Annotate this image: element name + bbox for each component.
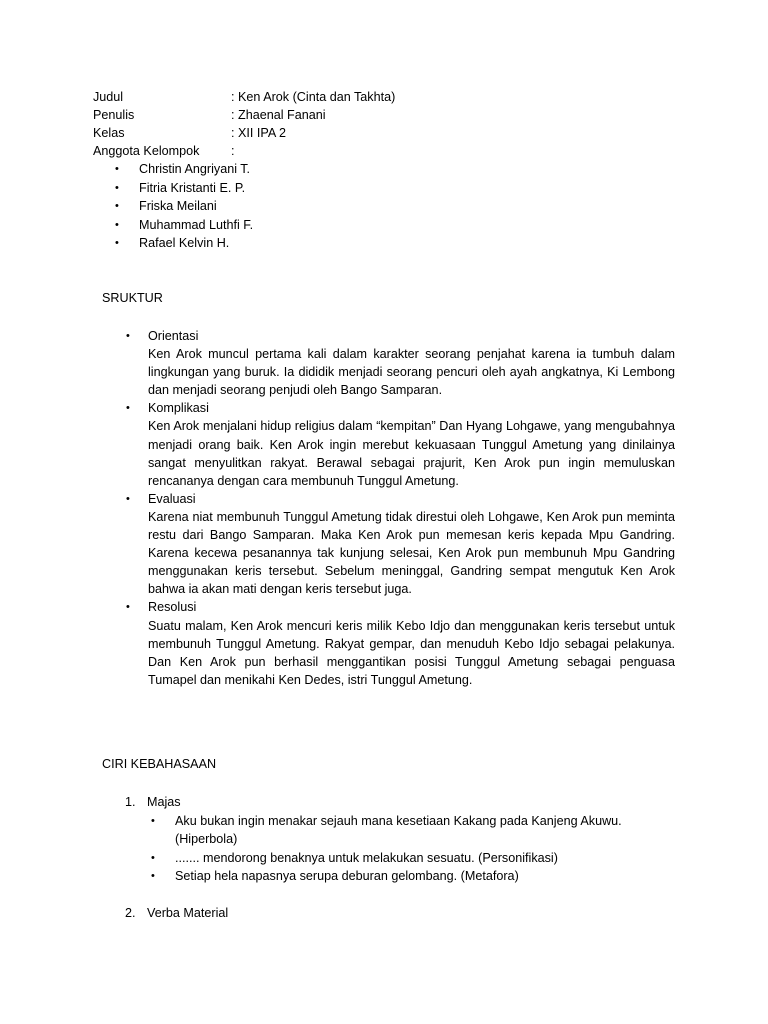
- item-number: 2.: [125, 905, 136, 920]
- majas-example: ....... mendorong benaknya untuk melakukan sesuatu. (Personifikasi): [175, 850, 558, 865]
- list-item: [93, 197, 395, 216]
- meta-value: : Zhaenal Fanani: [231, 108, 326, 122]
- struktur-body: Ken Arok muncul pertama kali dalam karakter seorang penjahat karena ia tumbuh dalam lingkungan yang buruk. Ia dididik menjadi seorang pencuri oleh ayah angkatnya, Ki Lembong dan menjadi seorang penjudi oleh Bango Samparan.: [148, 347, 675, 398]
- bullet-icon: •: [115, 237, 119, 249]
- bullet-icon: •: [126, 492, 130, 505]
- bullet-icon: •: [115, 200, 119, 212]
- bullet-icon: •: [126, 402, 130, 415]
- struktur-item-resolusi: [122, 598, 675, 688]
- member-name: Muhammad Luthfi F.: [139, 217, 254, 232]
- bullet-icon: •: [151, 870, 155, 882]
- meta-label: Judul: [93, 90, 124, 104]
- bullet-icon: •: [115, 218, 119, 231]
- meta-label: Anggota Kelompok: [93, 144, 200, 158]
- meta-row-anggota: [93, 142, 395, 160]
- struktur-title: Orientasi: [148, 329, 199, 343]
- list-item: [93, 179, 395, 198]
- majas-list: [147, 812, 675, 886]
- meta-value: :: [231, 144, 235, 158]
- struktur-list: [122, 327, 675, 689]
- member-name: Friska Meilani: [139, 199, 217, 213]
- struktur-title: Resolusi: [148, 600, 197, 615]
- list-item: [93, 160, 395, 179]
- bullet-icon: •: [126, 601, 130, 614]
- member-name: Fitria Kristanti E. P.: [139, 180, 246, 195]
- struktur-title: Evaluasi: [148, 491, 196, 506]
- ciri-item-verba: [125, 904, 675, 923]
- struktur-title: Komplikasi: [148, 401, 209, 416]
- member-name: Christin Angriyani T.: [139, 162, 251, 176]
- list-item: [93, 216, 395, 235]
- struktur-body: Karena niat membunuh Tunggul Ametung tidak direstui oleh Lohgawe, Ken Arok pun meminta restu dari Bango Samparan. Maka Ken Arok pun memesan keris kepada Mpu Gandring. Karena kecewa pesanannya tak kunjung selesai, Ken Arok pun membunuh Mpu Gandring menggunakan keris tersebut. Sebelum meninggal, Gandring sempat mengutuk Ken Arok bahwa ia akan mati dengan keris tersebut juga.: [148, 509, 675, 597]
- list-item: [147, 867, 675, 886]
- struktur-body: Ken Arok menjalani hidup religius dalam “kempitan” Dan Hyang Lohgawe, yang mengubahnya menjadi orang baik. Ken Arok ingin merebut kekuasaan Tunggul Ametung yang dinilainya sangat menyulitkan rakyat. Berawal sebagai prajurit, Ken Arok pun ingin memuluskan rencananya dengan cara membunuh Tunggul Ametung.: [148, 419, 675, 488]
- member-name: Rafael Kelvin H.: [139, 236, 230, 250]
- ciri-title: Verba Material: [147, 905, 229, 920]
- bullet-icon: •: [151, 814, 155, 827]
- struktur-item-komplikasi: [122, 399, 675, 489]
- meta-row-kelas: [93, 124, 395, 142]
- majas-example: Aku bukan ingin menakar sejauh mana kesetiaan Kakang pada Kanjeng Akuwu. (Hiperbola): [175, 813, 622, 846]
- ciri-list: [125, 793, 675, 922]
- meta-row-penulis: [93, 106, 395, 124]
- list-item: [93, 234, 395, 253]
- struktur-item-evaluasi: [122, 490, 675, 599]
- bullet-icon: •: [151, 851, 155, 864]
- bullet-icon: •: [115, 181, 119, 194]
- meta-row-judul: [93, 88, 395, 106]
- majas-example: Setiap hela napasnya serupa deburan gelombang. (Metafora): [175, 869, 519, 883]
- section-heading-struktur: SRUKTUR: [102, 291, 163, 305]
- bullet-icon: •: [115, 163, 119, 175]
- meta-value: : XII IPA 2: [231, 126, 287, 140]
- bullet-icon: •: [126, 330, 130, 342]
- item-number: 1.: [125, 795, 136, 809]
- meta-label: Kelas: [93, 126, 125, 140]
- document-meta: [93, 88, 395, 253]
- struktur-item-orientasi: [122, 327, 675, 399]
- list-item: [147, 812, 675, 849]
- spacer: [125, 886, 675, 904]
- meta-label: Penulis: [93, 108, 135, 122]
- ciri-title: Majas: [147, 795, 181, 809]
- ciri-item-majas: [125, 793, 675, 886]
- struktur-body: Suatu malam, Ken Arok mencuri keris milik Kebo Idjo dan menggunakan keris tersebut untuk membunuh Tunggul Ametung. Rakyat gempar, dan menuduh Kebo Idjo sebagai pelakunya. Dan Ken Arok pun berhasil menggantikan posisi Tunggul Ametung sebagai penguasa Tumapel dan menikahi Ken Dedes, istri Tunggul Ametung.: [148, 618, 675, 687]
- member-list: [93, 160, 395, 253]
- section-heading-ciri: CIRI KEBAHASAAN: [102, 757, 217, 771]
- list-item: [147, 849, 675, 868]
- meta-value: : Ken Arok (Cinta dan Takhta): [231, 90, 396, 104]
